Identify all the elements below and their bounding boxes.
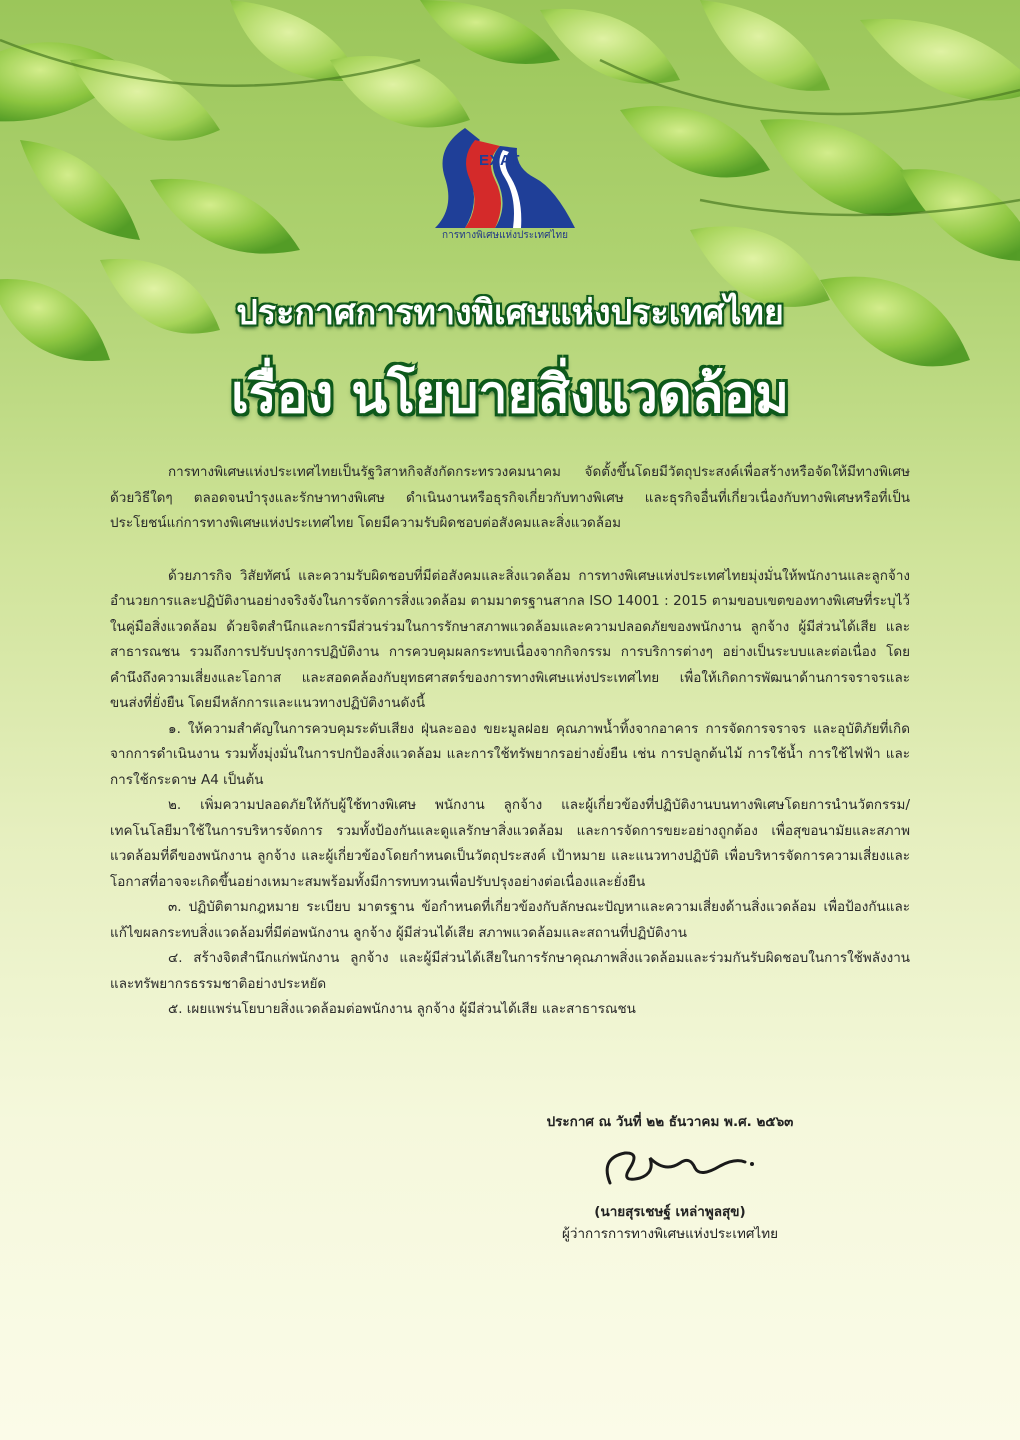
policy-item-4: ๔. สร้างจิตสำนึกแก่พนักงาน ลูกจ้าง และผู้มีส่วนได้เสียในการรักษาคุณภาพสิ่งแวดล้อมและร่วมกันรับผิดชอบในการใช้พลังงานและทรัพยากรธรรมชาติอย่างประหยัด [110, 950, 910, 992]
policy-item-1: ๑. ให้ความสำคัญในการควบคุมระดับเสียง ฝุ่นละออง ขยะมูลฝอย คุณภาพน้ำทิ้งจากอาคาร การจัดการจราจร และอุบัติภัยที่เกิดจากการดำเนินงาน รวมทั้งมุ่งมั่นในการปกป้องสิ่งแวดล้อม และการใช้ทรัพยากรอย่างยั่งยืน เช่น การปลูกต้นไม้ การใช้น้ำ การใช้ไฟฟ้า และการใช้กระดาษ A4 เป็นต้น [110, 720, 910, 788]
signature-block [500, 1110, 840, 1244]
paragraph-mission: ด้วยภารกิจ วิสัยทัศน์ และความรับผิดชอบที่มีต่อสังคมและสิ่งแวดล้อม การทางพิเศษแห่งประเทศไทยมุ่งมั่นให้พนักงานและลูกจ้าง อำนวยการและปฏิบัติงานอย่างจริงจังในการจัดการสิ่งแวดล้อม ตามมาตรฐานสากล ISO 14001 : 2015 ตามขอบเขตของทางพิเศษที่ระบุไว้ในคู่มือสิ่งแวดล้อม ด้วยจิตสำนึกและการมีส่วนร่วมในการรักษาสภาพแวดล้อมและความปลอดภัยของพนักงาน ลูกจ้าง ผู้มีส่วนได้เสีย และสาธารณชน รวมถึงการปรับปรุงการปฏิบัติงาน การควบคุมผลกระทบเนื่องจากกิจกรรม การบริการต่างๆ อย่างเป็นระบบและต่อเนื่อง โดยคำนึงถึงความเสี่ยงและโอกาส และสอดคล้องกับยุทธศาสตร์ของการทางพิเศษแห่งประเทศไทย เพื่อให้เกิดการพัฒนาด้านการจราจรและขนส่งที่ยั่งยืน โดยมีหลักการและแนวทางปฏิบัติงานดังนี้ [110, 567, 910, 711]
exat-road-icon [425, 118, 585, 228]
policy-item-5: ๕. เผยแพร่นโยบายสิ่งแวดล้อมต่อพนักงาน ลูกจ้าง ผู้มีส่วนได้เสีย และสาธารณชน [168, 1001, 636, 1017]
exat-logo [425, 118, 585, 248]
page-subtitle: เรื่อง นโยบายสิ่งแวดล้อม [230, 365, 790, 425]
logo-org-name: การทางพิเศษแห่งประเทศไทย [442, 230, 568, 241]
page-title: ประกาศการทางพิเศษแห่งประเทศไทย [236, 293, 784, 333]
policy-item-3: ๓. ปฏิบัติตามกฎหมาย ระเบียบ มาตรฐาน ข้อกำหนดที่เกี่ยวข้องกับลักษณะปัญหาและความเสี่ยงด้านสิ่งแวดล้อม เพื่อป้องกันและแก้ไขผลกระทบสิ่งแวดล้อมที่มีต่อพนักงาน ลูกจ้าง ผู้มีส่วนได้เสีย สภาพแวดล้อมและสถานที่ปฏิบัติงาน [110, 899, 910, 941]
logo-abbr: EXAT [479, 152, 520, 169]
signatory-name: (นายสุรเชษฐ์ เหล่าพูลสุข) [594, 1204, 746, 1220]
signatory-position: ผู้ว่าการการทางพิเศษแห่งประเทศไทย [561, 1226, 779, 1242]
paragraph-intro: การทางพิเศษแห่งประเทศไทยเป็นรัฐวิสาหกิจสังกัดกระทรวงคมนาคม จัดตั้งขึ้นโดยมีวัตถุประสงค์เพื่อสร้างหรือจัดให้มีทางพิเศษด้วยวิธีใดๆ ตลอดจนบำรุงและรักษาทางพิเศษ ดำเนินงานหรือธุรกิจเกี่ยวกับทางพิเศษ และธุรกิจอื่นที่เกี่ยวเนื่องกับทางพิเศษหรือที่เป็นประโยชน์แก่การทางพิเศษแห่งประเทศไทย โดยมีความรับผิดชอบต่อสังคมและสิ่งแวดล้อม [110, 464, 910, 531]
announcement-date: ประกาศ ณ วันที่ ๒๒ ธันวาคม พ.ศ. ๒๕๖๓ [546, 1114, 794, 1130]
announcement-body [110, 460, 910, 1023]
policy-item-2: ๒. เพิ่มความปลอดภัยให้กับผู้ใช้ทางพิเศษ พนักงาน ลูกจ้าง และผู้เกี่ยวข้องที่ปฏิบัติงานบนทางพิเศษโดยการนำนวัตกรรม/เทคโนโลยีมาใช้ในการบริหารจัดการ รวมทั้งป้องกันและดูแลรักษาสิ่งแวดล้อม และการจัดการขยะอย่างถูกต้อง เพื่อสุขอนามัยและสภาพแวดล้อมที่ดีของพนักงาน ลูกจ้าง และผู้เกี่ยวข้องโดยกำหนดเป็นวัตถุประสงค์ เป้าหมาย และแนวทางปฏิบัติ เพื่อบริหารจัดการความเสี่ยงและโอกาสที่อาจจะเกิดขึ้นอย่างเหมาะสมพร้อมทั้งมีการทบทวนเพื่อปรับปรุงอย่างต่อเนื่องและยั่งยืน [110, 797, 910, 890]
handwritten-signature [570, 1138, 770, 1198]
